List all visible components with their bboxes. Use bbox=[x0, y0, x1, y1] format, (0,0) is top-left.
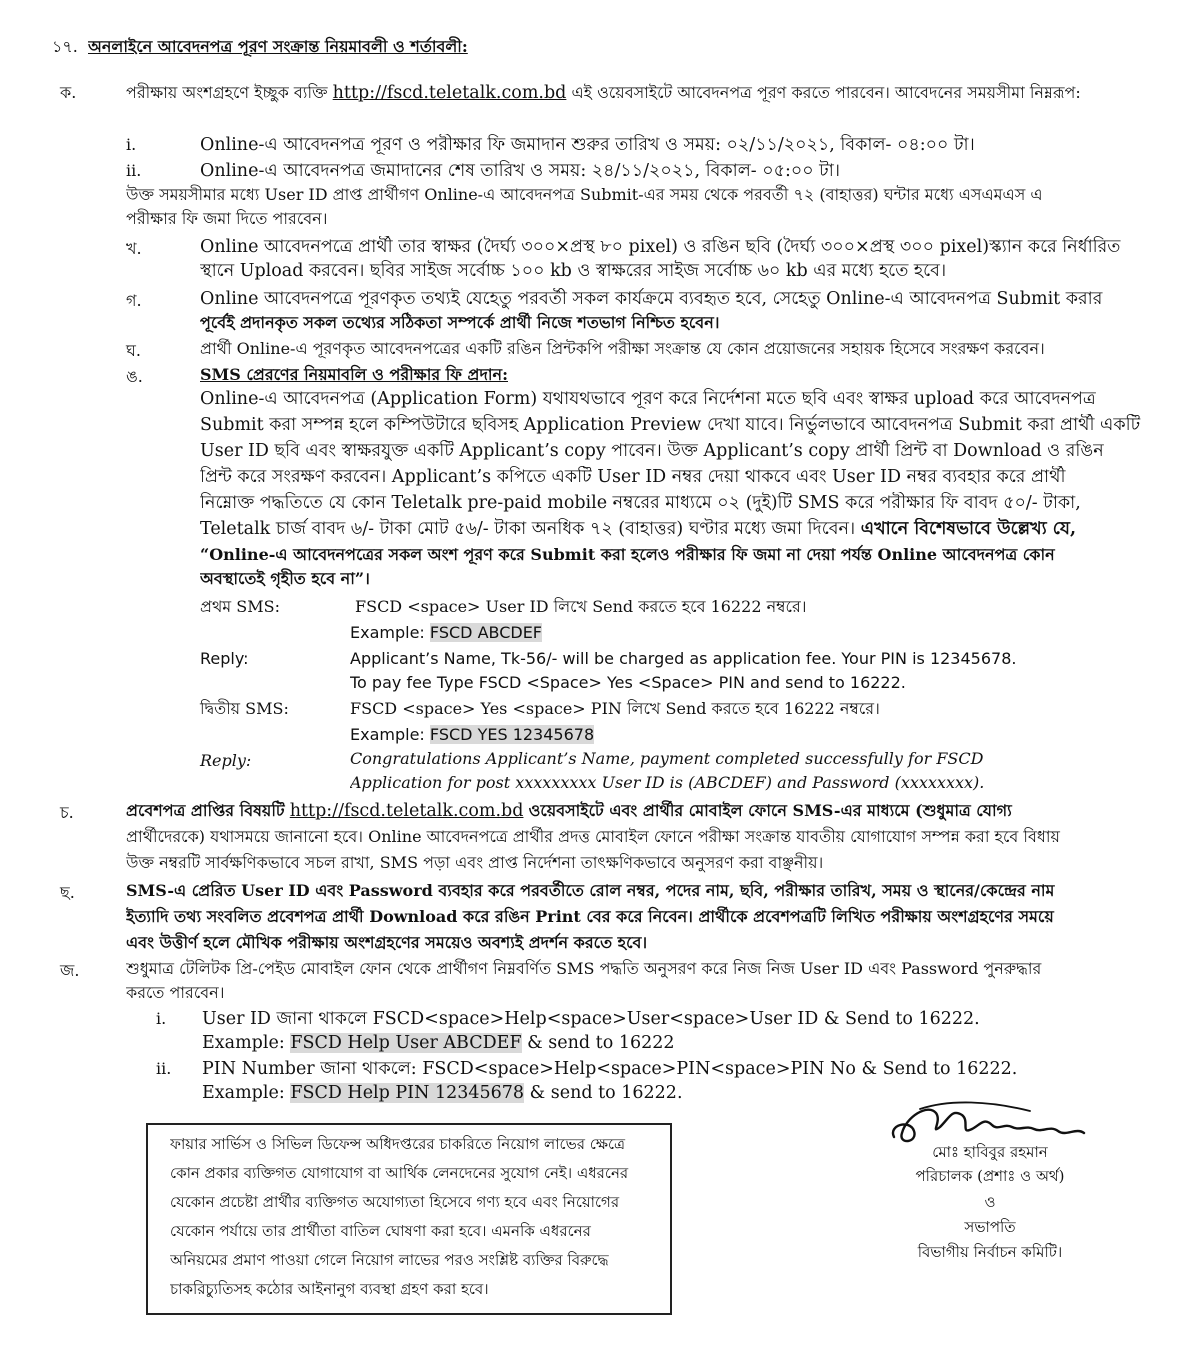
notice-box bbox=[146, 1123, 672, 1315]
ja-ii-example-label: Example: bbox=[202, 1083, 285, 1103]
ka-note-line2: পরীক্ষার ফি জমা দিতে পারবেন। bbox=[126, 209, 328, 228]
section-title: অনলাইনে আবেদনপত্র পূরণ সংক্রান্ত নিয়মাবলী ও শর্তাবলী: bbox=[88, 37, 468, 56]
cha-line3: উক্ত নম্বরটি সার্বক্ষণিকভাবে সচল রাখা, SMS পড়া এবং প্রাপ্ত নির্দেশনা তাৎক্ষণিকভাবে অনুসরণ করা বাঞ্ছনীয়। bbox=[126, 853, 824, 872]
uma-p7: “Online-এ আবেদনপত্রের সকল অংশ পূরণ করে Submit করা হলেও পরীক্ষার ফি জমা না দেয়া পর্যন্ত Online আবেদনপত্র কোন bbox=[200, 545, 1055, 564]
item-marker-uma: ঙ. bbox=[126, 367, 143, 386]
cha-post: ওয়েবসাইটে এবং প্রার্থীর মোবাইল ফোনে SMS-এর মাধ্যমে (শুধুমাত্র যোগ্য bbox=[528, 801, 1012, 820]
item-marker-cha: চ. bbox=[60, 803, 74, 822]
ka-ii-text: Online-এ আবেদনপত্র জমাদানের শেষ তারিখ ও সময়: ২৪/১১/২০২১, বিকাল- ০৫:০০ টা। bbox=[200, 161, 841, 181]
item-marker-ja: জ. bbox=[60, 961, 80, 980]
notice-line3: যেকোন প্রচেষ্টা প্রার্থীর ব্যক্তিগত অযোগ্যতা হিসেবে গণ্য হবে এবং নিয়োগের bbox=[170, 1193, 620, 1211]
item-marker-gha: ঘ. bbox=[126, 341, 141, 360]
notice-line1: ফায়ার সার্ভিস ও সিভিল ডিফেন্স অধিদপ্তরের চাকরিতে নিয়োগ লাভের ক্ষেত্রে bbox=[170, 1135, 626, 1153]
sms2-label: দ্বিতীয় SMS: bbox=[200, 699, 289, 718]
ja-line2: করতে পারবেন। bbox=[126, 983, 225, 1002]
chha-line1: SMS-এ প্রেরিত User ID এবং Password ব্যবহার করে পরবর্তীতে রোল নম্বর, পদের নাম, ছবি, পরীক্ষার তারিখ, সময় ও স্থানের/কেন্দ্রের নাম bbox=[126, 881, 1055, 900]
reply1-line1: Applicant’s Name, Tk-56/- will be charged as application fee. Your PIN is 12345678. bbox=[350, 649, 1017, 668]
item-marker-ka: ক. bbox=[60, 83, 77, 102]
ja-i-example-post: & send to 16222 bbox=[527, 1033, 675, 1053]
ja-ii-example bbox=[202, 1082, 683, 1104]
reply2-line1: Congratulations Applicant’s Name, payment completed successfully for FSCD bbox=[350, 749, 984, 768]
ja-i-example bbox=[202, 1032, 675, 1054]
section-number: ১৭. bbox=[52, 37, 78, 56]
cha-line2: প্রার্থীদেরকে) যথাসময়ে জানানো হবে। Online আবেদনপত্রে প্রার্থীর প্রদত্ত মোবাইল ফোনে পরীক্ষা সংক্রান্ত যাবতীয় যোগাযোগ সম্পন্ন করা হবে বিধায় bbox=[126, 827, 1060, 846]
sms2-example-label: Example: bbox=[350, 725, 425, 744]
sms1-example bbox=[350, 622, 542, 644]
ka-i-marker: i. bbox=[126, 135, 137, 154]
ja-line1: শুধুমাত্র টেলিটক প্রি-পেইড মোবাইল ফোন থেকে প্রার্থীগণ নিম্নবর্ণিত SMS পদ্ধতি অনুসরণ করে নিজ নিজ User ID এবং Password পুনরুদ্ধার bbox=[126, 959, 1042, 978]
ja-i-example-code: FSCD Help User ABCDEF bbox=[290, 1033, 522, 1053]
cha-line1 bbox=[126, 800, 1176, 822]
ka-ii-marker: ii. bbox=[126, 161, 142, 180]
signer-title: পরিচালক (প্রশাঃ ও অর্থ) bbox=[915, 1167, 1065, 1185]
ga-line1: Online আবেদনপত্রে পূরণকৃত তথ্যই যেহেতু পরবর্তী সকল কার্যক্রমে ব্যবহৃত হবে, সেহেতু Online-এ আবেদনপত্র Submit করার bbox=[200, 289, 1103, 309]
uma-p5: নিম্নোক্ত পদ্ধতিতে যে কোন Teletalk pre-paid mobile নম্বরের মাধ্যমে ০২ (দুই)টি SMS করে পরীক্ষার ফি বাবদ ৫০/- টাকা, bbox=[200, 493, 1081, 513]
gha-line1: প্রার্থী Online-এ পূরণকৃত আবেদনপত্রের একটি রঙিন প্রিন্টকপি পরীক্ষা সংক্রান্ত যে কোন প্রয়োজনের সহায়ক হিসেবে সংরক্ষণ করবেন। bbox=[200, 339, 1045, 358]
cha-url-link[interactable]: http://fscd.teletalk.com.bd bbox=[289, 801, 524, 821]
uma-p4: প্রিন্ট করে সংরক্ষণ করবেন। Applicant’s কপিতে একটি User ID নম্বর দেয়া থাকবে এবং User ID নম্বর ব্যবহার করে প্রার্থী bbox=[200, 467, 1066, 487]
chha-line2: ইত্যাদি তথ্য সংবলিত প্রবেশপত্র প্রার্থী Download করে রঙিন Print বের করে নিবেন। প্রার্থীকে প্রবেশপত্রটি লিখিত পরীক্ষায় অংশগ্রহণের সময়ে bbox=[126, 907, 1054, 926]
reply2-line2: Application for post xxxxxxxxx User ID is (ABCDEF) and Password (xxxxxxxx). bbox=[350, 773, 985, 792]
notice-line2: কোন প্রকার ব্যক্তিগত যোগাযোগ বা আর্থিক লেনদেনের সুযোগ নেই। এধরনের bbox=[170, 1164, 629, 1182]
signer-and: ও bbox=[984, 1193, 996, 1211]
uma-p8: অবস্থাতেই গৃহীত হবে না”। bbox=[200, 569, 370, 588]
ja-i-example-label: Example: bbox=[202, 1033, 285, 1053]
reply2-label: Reply: bbox=[200, 751, 252, 770]
sms1-example-label: Example: bbox=[350, 623, 425, 642]
notice-line4: যেকোন পর্যায়ে তার প্রার্থীতা বাতিল ঘোষণা করা হবে। এমনকি এধরনের bbox=[170, 1222, 591, 1240]
kha-line1: Online আবেদনপত্রে প্রার্থী তার স্বাক্ষর (দৈর্ঘ্য ৩০০×প্রস্থ ৮০ pixel) ও রঙিন ছবি (দৈর্ঘ্য ৩০০×প্রস্থ ৩০০ pixel)স্ক্যান করে নির্ধারিত bbox=[200, 237, 1121, 257]
uma-p6 bbox=[200, 518, 1175, 540]
uma-title: SMS প্রেরণের নিয়মাবলি ও পরীক্ষার ফি প্রদান: bbox=[200, 365, 508, 384]
sms2-text: FSCD <space> Yes <space> PIN লিখে Send করতে হবে 16222 নম্বরে। bbox=[350, 699, 880, 718]
signature-block bbox=[880, 1095, 1100, 1261]
ga-line2: পূর্বেই প্রদানকৃত সকল তথ্যের সঠিকতা সম্পর্কে প্রার্থী নিজে শতভাগ নিশ্চিত হবেন। bbox=[200, 313, 720, 332]
ja-ii-example-post: & send to 16222. bbox=[529, 1083, 683, 1103]
item-marker-chha: ছ. bbox=[60, 883, 75, 902]
reply1-line2: To pay fee Type FSCD <Space> Yes <Space> PIN and send to 16222. bbox=[350, 673, 906, 692]
sms2-example-code: FSCD YES 12345678 bbox=[429, 725, 595, 744]
uma-p1: Online-এ আবেদনপত্র (Application Form) যথাযথভাবে পূরণ করে নির্দেশনা মতে ছবি এবং স্বাক্ষর upload করে আবেদনপত্র bbox=[200, 389, 1096, 409]
uma-p2: Submit করা সম্পন্ন হলে কম্পিউটারে ছবিসহ Application Preview দেখা যাবে। নির্ভুলভাবে আবেদনপত্র Submit করা প্রার্থী একটি bbox=[200, 415, 1141, 435]
chha-line3: এবং উত্তীর্ণ হলে মৌখিক পরীক্ষায় অংশগ্রহণের সময়েও অবশ্যই প্রদর্শন করতে হবে। bbox=[126, 933, 648, 952]
sms2-example bbox=[350, 724, 594, 746]
item-marker-ga: গ. bbox=[126, 291, 142, 310]
ka-note-line1: উক্ত সময়সীমার মধ্যে User ID প্রাপ্ত প্রার্থীগণ Online-এ আবেদনপত্র Submit-এর সময় থেকে পরবর্তী ৭২ (বাহাত্তর) ঘন্টার মধ্যে এসএমএস এ bbox=[126, 185, 1043, 204]
signer-name: মোঃ হাবিবুর রহমান bbox=[932, 1143, 1048, 1161]
ka-post: এই ওয়েবসাইটে আবেদনপত্র পূরণ করতে পারবেন। আবেদনের সময়সীমা নিম্নরূপ: bbox=[571, 83, 1081, 102]
sms1-label: প্রথম SMS: bbox=[200, 597, 280, 616]
uma-p6-emphasis: এখানে বিশেষভাবে উল্লেখ্য যে, bbox=[860, 519, 1077, 539]
ja-ii-marker: ii. bbox=[156, 1059, 172, 1078]
ja-i-marker: i. bbox=[156, 1009, 167, 1028]
cha-pre: প্রবেশপত্র প্রাপ্তির বিষয়টি bbox=[126, 801, 285, 820]
notice-line6: চাকরিচ্যুতিসহ কঠোর আইনানুগ ব্যবস্থা গ্রহণ করা হবে। bbox=[170, 1280, 489, 1298]
uma-p6-text: Teletalk চার্জ বাবদ ৬/- টাকা মোট ৫৬/- টাকা অনধিক ৭২ (বাহাত্তর) ঘণ্টার মধ্যে জমা দিবেন। bbox=[200, 519, 856, 539]
kha-line2: স্থানে Upload করবেন। ছবির সাইজ সর্বোচ্চ ১০০ kb ও স্বাক্ষরের সাইজ সর্বোচ্চ ৬০ kb এর মধ্যে হতে হবে। bbox=[200, 261, 947, 281]
sms1-example-code: FSCD ABCDEF bbox=[429, 623, 543, 642]
uma-p3: User ID ছবি এবং স্বাক্ষরযুক্ত একটি Applicant’s copy পাবেন। উক্ত Applicant’s copy প্রার্থী প্রিন্ট বা Download ও রঙিন bbox=[200, 441, 1104, 461]
ja-ii-text: PIN Number জানা থাকলে: FSCD<space>Help<space>PIN<space>PIN No & Send to 16222. bbox=[202, 1059, 1018, 1079]
sms1-text: FSCD <space> User ID লিখে Send করতে হবে 16222 নম্বরে। bbox=[355, 597, 807, 616]
ja-i-text: User ID জানা থাকলে FSCD<space>Help<space>User<space>User ID & Send to 16222. bbox=[202, 1009, 980, 1029]
signer-committee: বিভাগীয় নির্বাচন কমিটি। bbox=[917, 1243, 1063, 1261]
ka-url-link[interactable]: http://fscd.teletalk.com.bd bbox=[332, 83, 567, 103]
notice-line5: অনিয়মের প্রমাণ পাওয়া গেলে নিয়োগ লাভের পরও সংশ্লিষ্ট ব্যক্তির বিরুদ্ধে bbox=[170, 1251, 609, 1269]
ka-pre: পরীক্ষায় অংশগ্রহণে ইচ্ছুক ব্যক্তি bbox=[126, 83, 328, 102]
item-marker-kha: খ. bbox=[126, 239, 142, 258]
signer-role: সভাপতি bbox=[964, 1218, 1016, 1236]
ka-i-text: Online-এ আবেদনপত্র পূরণ ও পরীক্ষার ফি জমাদান শুরুর তারিখ ও সময়: ০২/১১/২০২১, বিকাল- ০৪:০০ টা। bbox=[200, 135, 975, 155]
ka-line bbox=[126, 82, 1176, 104]
reply1-label: Reply: bbox=[200, 649, 249, 668]
ja-ii-example-code: FSCD Help PIN 12345678 bbox=[290, 1083, 525, 1103]
